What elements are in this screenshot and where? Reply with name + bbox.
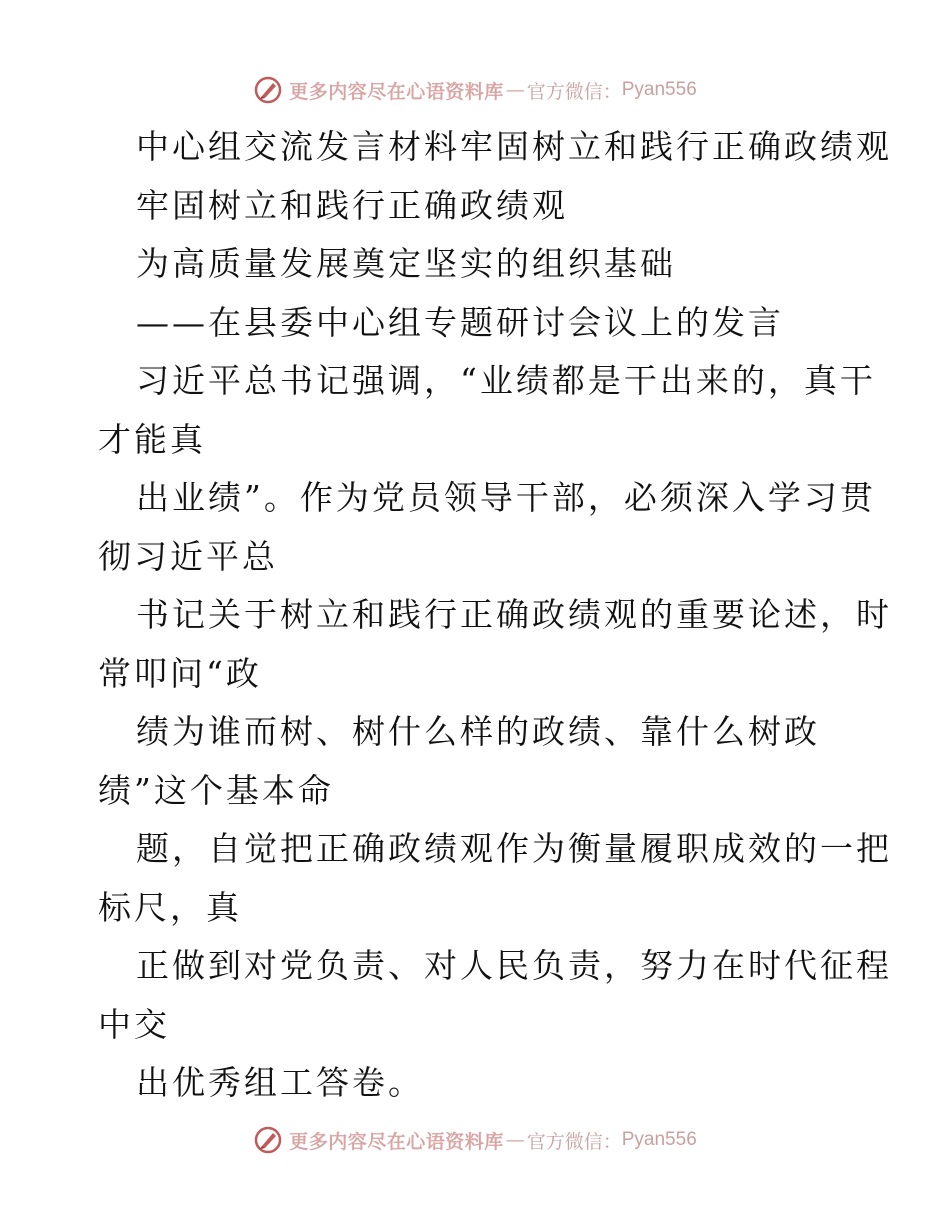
watermark-account: Pyan556 [621, 79, 697, 100]
doc-line: 牢固树立和践行正确政绩观 [136, 185, 568, 225]
doc-line: 常叩问“政 [98, 653, 262, 693]
doc-line: 正做到对党负责、对人民负责，努力在时代征程 [136, 946, 892, 985]
doc-line: 标尺，真 [98, 887, 242, 927]
footer-watermark [0, 1120, 950, 1160]
watermark-wechat-label: 官方微信： [526, 1130, 622, 1153]
doc-line: 出业绩”。作为党员领导干部，必须深入学习贯 [136, 478, 876, 517]
doc-line: 习近平总书记强调，“业绩都是干出来的，真干 [136, 361, 876, 400]
doc-line: 彻习近平总 [98, 536, 278, 576]
doc-line: 出优秀组工答卷。 [136, 1063, 424, 1102]
doc-line: 才能真 [98, 419, 206, 459]
doc-line: 绩为谁而树、树什么样的政绩、靠什么树政 [136, 712, 820, 751]
doc-line: 题，自觉把正确政绩观作为衡量履职成效的一把 [136, 829, 892, 868]
doc-line: 书记关于树立和践行正确政绩观的重要论述，时 [136, 595, 892, 634]
pen-logo-icon [253, 1125, 283, 1155]
doc-line: 中心组交流发言材料牢固树立和践行正确政绩观 [136, 127, 892, 166]
watermark-wechat-label: 官方微信： [526, 80, 622, 103]
doc-line: 为高质量发展奠定坚实的组织基础 [136, 244, 676, 283]
doc-line: 中交 [98, 1004, 170, 1044]
doc-line: 绩”这个基本命 [98, 770, 334, 810]
doc-line: ——在县委中心组专题研讨会议上的发言 [136, 302, 784, 342]
watermark-separator: — [505, 1129, 525, 1151]
watermark-brand: 更多内容尽在心语资料库 [289, 1130, 504, 1153]
watermark-brand: 更多内容尽在心语资料库 [289, 80, 504, 103]
pen-logo-icon [253, 75, 283, 105]
document-body [98, 118, 892, 1113]
watermark-account: Pyan556 [621, 1129, 697, 1150]
watermark-separator: — [505, 79, 525, 101]
header-watermark [0, 70, 950, 110]
